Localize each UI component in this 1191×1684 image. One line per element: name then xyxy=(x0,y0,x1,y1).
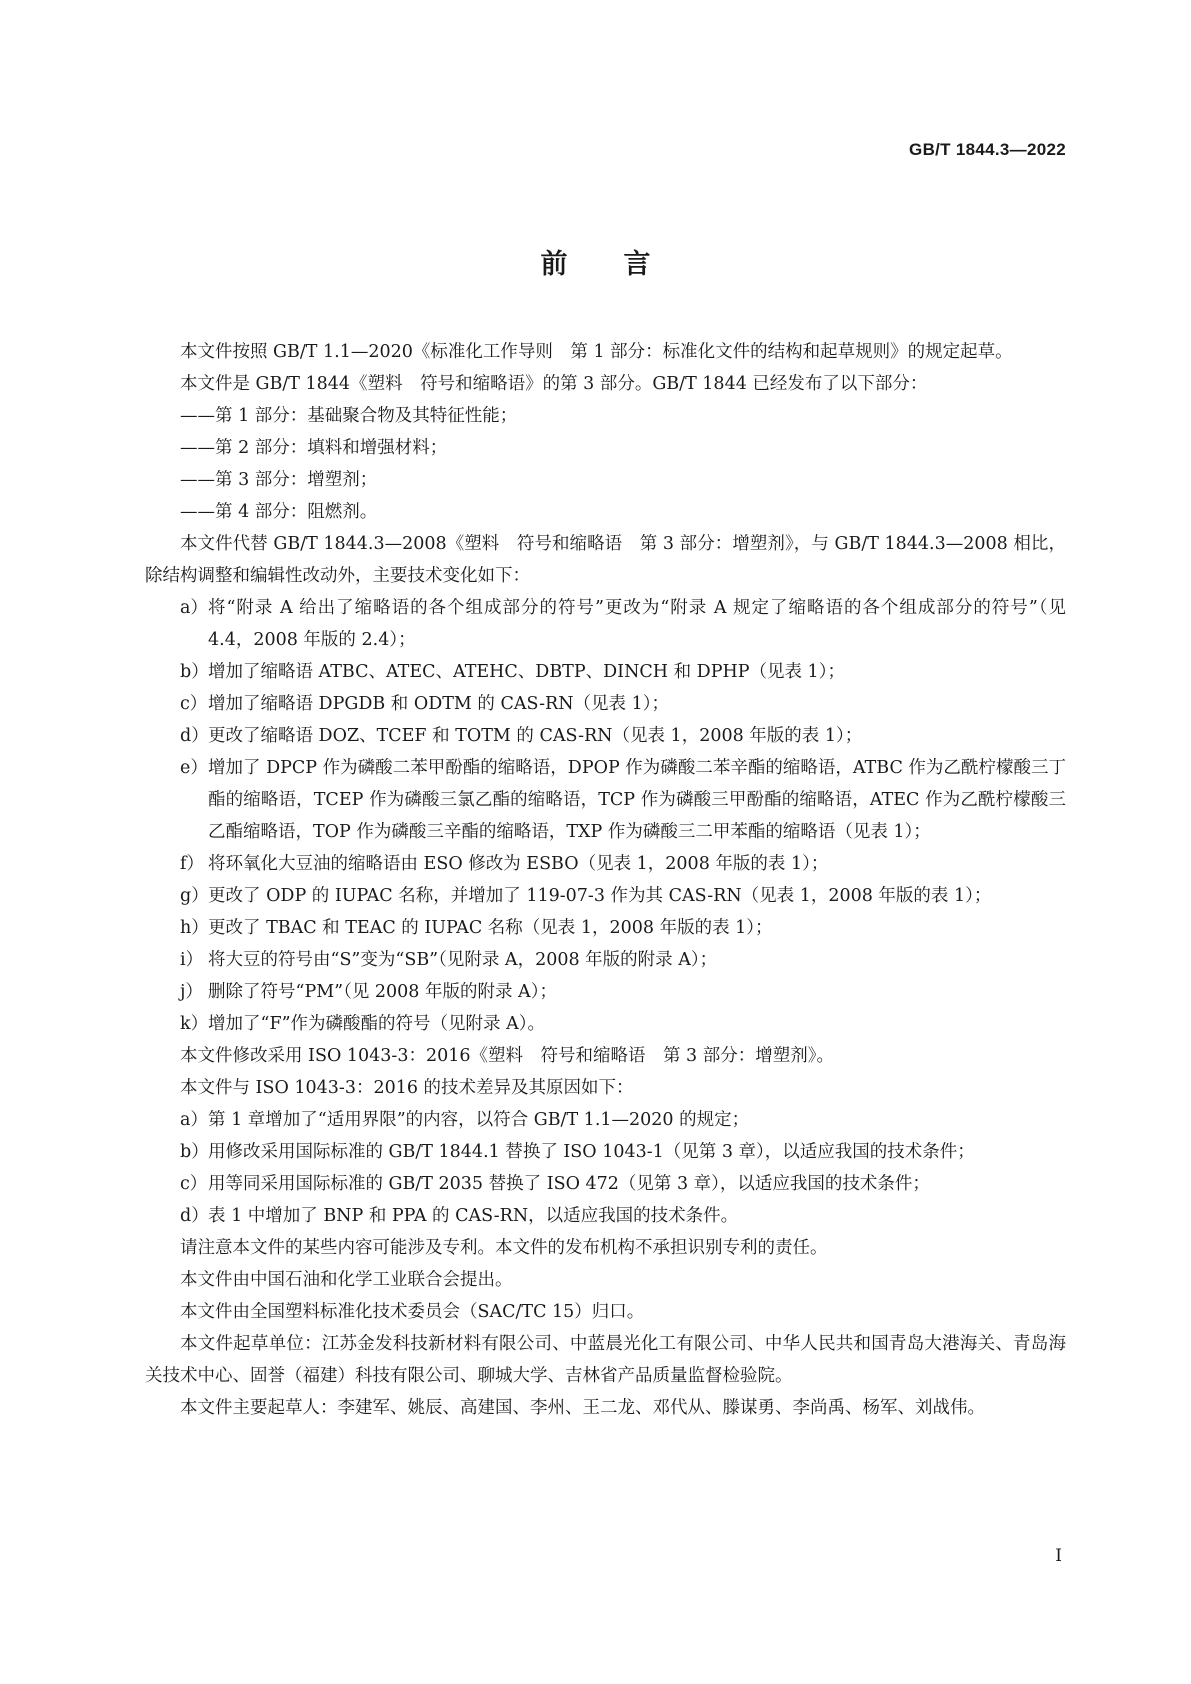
paragraph: 本文件主要起草人：李建军、姚辰、高建国、李州、王二龙、邓代从、滕谋勇、李尚禹、杨军、刘战伟。 xyxy=(180,1398,985,1418)
paragraph: 本文件修改采用 ISO 1043-3：2016《塑料 符号和缩略语 第 3 部分：增塑剂》。 xyxy=(180,1046,835,1066)
list-item xyxy=(145,880,1066,912)
list-item-label: k） xyxy=(180,1014,209,1034)
list-item-text: 增加了缩略语 DPGDB 和 ODTM 的 CAS-RN（见表 1）； xyxy=(208,694,669,714)
list-item-label: c） xyxy=(180,694,208,714)
list-item-text: 增加了 DPCP 作为磷酸二苯甲酚酯的缩略语，DPOP 作为磷酸二苯辛酯的缩略语，ATBC 作为乙酰柠檬酸三丁酯的缩略语，TCEP 作为磷酸三氯乙酯的缩略语，TCP 作为磷酸三甲酚酯的缩略语，ATEC 作为乙酰柠檬酸三乙酯缩略语，TOP 作为磷酸三辛酯的缩略语，TXP 作为磷酸三二甲苯酯的缩略语（见表 1）； xyxy=(208,758,1066,842)
list-item xyxy=(145,1008,1066,1040)
list-item xyxy=(145,976,1066,1008)
list-item xyxy=(145,720,1066,752)
list-item xyxy=(145,912,1066,944)
paragraph: 本文件由中国石油和化学工业联合会提出。 xyxy=(180,1270,513,1290)
list-item-label: i） xyxy=(180,950,204,970)
list-item-text: 第 1 章增加了“适用界限”的内容，以符合 GB/T 1.1—2020 的规定； xyxy=(208,1110,750,1130)
list-item xyxy=(145,1104,1066,1136)
list-item: ——第 3 部分：增塑剂； xyxy=(180,470,378,490)
list-item-text: 更改了 TBAC 和 TEAC 的 IUPAC 名称（见表 1，2008 年版的表 1）； xyxy=(208,918,773,938)
paragraph: 本文件由全国塑料标准化技术委员会（SAC/TC 15）归口。 xyxy=(180,1302,645,1322)
paragraph: 本文件代替 GB/T 1844.3—2008《塑料 符号和缩略语 第 3 部分：增塑剂》，与 GB/T 1844.3—2008 相比，除结构调整和编辑性改动外，主要技术变化如下： xyxy=(145,534,1066,586)
list-item xyxy=(145,944,1066,976)
list-item-text: 将“附录 A 给出了缩略语的各个组成部分的符号”更改为“附录 A 规定了缩略语的各个组成部分的符号”（见 4.4，2008 年版的 2.4）； xyxy=(208,598,1066,650)
list-item xyxy=(145,688,1066,720)
list-item xyxy=(145,656,1066,688)
list-item-text: 将大豆的符号由“S”变为“SB”（见附录 A，2008 年版的附录 A）； xyxy=(208,950,718,970)
paragraph: 请注意本文件的某些内容可能涉及专利。本文件的发布机构不承担识别专利的责任。 xyxy=(180,1238,828,1258)
list-item-text: 用等同采用国际标准的 GB/T 2035 替换了 ISO 472（见第 3 章），以适应我国的技术条件； xyxy=(208,1174,930,1194)
paragraph: 本文件起草单位：江苏金发科技新材料有限公司、中蓝晨光化工有限公司、中华人民共和国青岛大港海关、青岛海关技术中心、固誉（福建）科技有限公司、聊城大学、吉林省产品质量监督检验院。 xyxy=(145,1334,1066,1386)
list-item xyxy=(145,592,1066,656)
standard-code: GB/T 1844.3—2022 xyxy=(909,140,1066,159)
list-item-label: b） xyxy=(180,1142,209,1162)
list-item-text: 删除了符号“PM”（见 2008 年版的附录 A）； xyxy=(208,982,557,1002)
list-item-label: b） xyxy=(180,662,209,682)
paragraph: 本文件按照 GB/T 1.1—2020《标准化工作导则 第 1 部分：标准化文件的结构和起草规则》的规定起草。 xyxy=(180,342,1013,362)
list-item-text: 更改了缩略语 DOZ、TCEF 和 TOTM 的 CAS-RN（见表 1，2008 年版的表 1）； xyxy=(208,726,863,746)
page-title: 前言 xyxy=(540,249,707,280)
list-item-label: h） xyxy=(180,918,209,938)
list-item-text: 表 1 中增加了 BNP 和 PPA 的 CAS-RN，以适应我国的技术条件。 xyxy=(208,1206,739,1226)
list-item: ——第 4 部分：阻燃剂。 xyxy=(180,502,378,522)
list-item-text: 增加了缩略语 ATBC、ATEC、ATEHC、DBTP、DINCH 和 DPHP（见表 1）； xyxy=(208,662,845,682)
list-item-text: 增加了“F”作为磷酸酯的符号（见附录 A）。 xyxy=(208,1014,545,1034)
list-item xyxy=(145,848,1066,880)
paragraph: 本文件是 GB/T 1844《塑料 符号和缩略语》的第 3 部分。GB/T 1844 已经发布了以下部分： xyxy=(180,374,928,394)
list-item xyxy=(145,1168,1066,1200)
list-item-label: d） xyxy=(180,1206,209,1226)
list-item xyxy=(145,1136,1066,1168)
list-item-label: j） xyxy=(180,982,203,1002)
list-item: ——第 2 部分：填料和增强材料； xyxy=(180,438,448,458)
paragraph: 本文件与 ISO 1043-3：2016 的技术差异及其原因如下： xyxy=(180,1078,634,1098)
list-item-label: d） xyxy=(180,726,209,746)
list-item xyxy=(145,1200,1066,1232)
list-item-label: a） xyxy=(180,1110,208,1130)
list-item-text: 更改了 ODP 的 IUPAC 名称，并增加了 119-07-3 作为其 CAS-RN（见表 1，2008 年版的表 1）； xyxy=(208,886,992,906)
page-number: I xyxy=(1055,1546,1062,1566)
foreword-body xyxy=(145,336,1066,1424)
list-item-label: a） xyxy=(180,598,208,618)
list-item-text: 用修改采用国际标准的 GB/T 1844.1 替换了 ISO 1043-1（见第 3 章），以适应我国的技术条件； xyxy=(208,1142,975,1162)
list-item: ——第 1 部分：基础聚合物及其特征性能； xyxy=(180,406,518,426)
list-item-text: 将环氧化大豆油的缩略语由 ESO 修改为 ESBO（见表 1，2008 年版的表 1）； xyxy=(208,854,829,874)
list-item xyxy=(145,752,1066,848)
list-item-label: c） xyxy=(180,1174,208,1194)
list-item-label: e） xyxy=(180,758,208,778)
list-item-label: g） xyxy=(180,886,209,906)
list-item-label: f） xyxy=(180,854,204,874)
